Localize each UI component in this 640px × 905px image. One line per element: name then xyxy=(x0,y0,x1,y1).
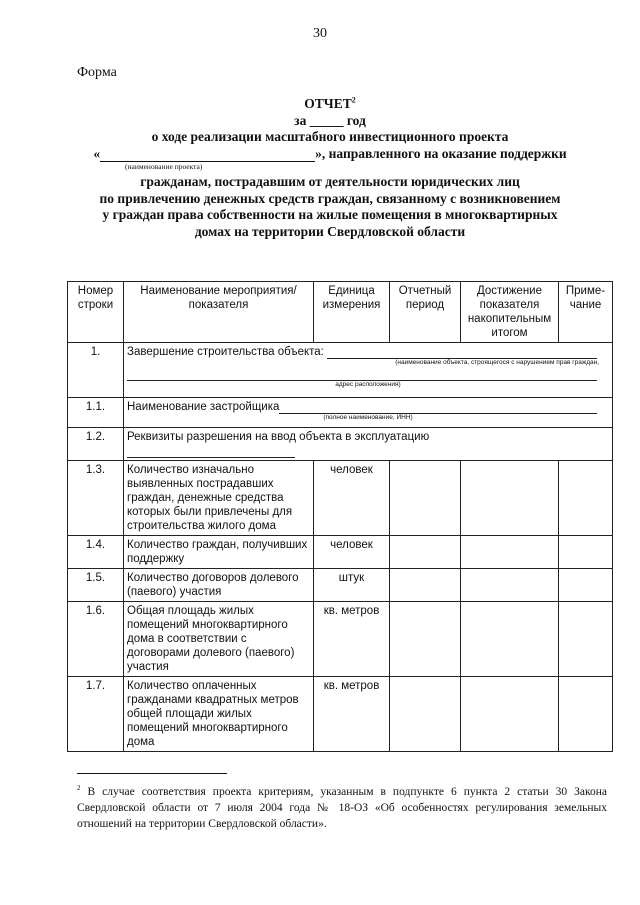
table-row xyxy=(68,428,613,461)
object-address-blank xyxy=(127,369,597,381)
row-name: Наименование застройщика (полное наименование, ИНН) xyxy=(124,398,613,428)
developer-caption: (полное наименование, ИНН) xyxy=(323,414,413,421)
row-note xyxy=(559,677,613,752)
title-footnote-mark: 2 xyxy=(351,95,356,105)
table-row xyxy=(68,461,613,536)
row-number: 1.7. xyxy=(68,677,124,752)
address-caption: адрес расположения) xyxy=(335,381,401,388)
permit-blank xyxy=(127,446,295,458)
row-cumulative xyxy=(461,536,559,569)
title-line-7: у граждан права собственности на жилые помещения в многоквартирных xyxy=(102,207,558,222)
row-name: Реквизиты разрешения на ввод объекта в эксплуатацию xyxy=(124,428,613,461)
header-note: Приме-чание xyxy=(559,282,613,343)
row-number: 1.4. xyxy=(68,536,124,569)
row-number: 1.6. xyxy=(68,602,124,677)
row-name: Количество изначально выявленных пострадавших граждан, денежные средства которых были привлечены для строительства жилого дома xyxy=(124,461,314,536)
row-period xyxy=(390,677,461,752)
row-number: 1. xyxy=(68,343,124,398)
row-number: 1.2. xyxy=(68,428,124,461)
title-line-3: о ходе реализации масштабного инвестиционного проекта xyxy=(151,129,509,144)
table-header-row xyxy=(68,282,613,343)
row-cumulative xyxy=(461,677,559,752)
row-name: Количество договоров долевого (паевого) участия xyxy=(124,569,314,602)
header-row-number: Номер строки xyxy=(68,282,124,343)
footnote-divider xyxy=(77,773,227,774)
header-name: Наименование мероприятия/показателя xyxy=(124,282,314,343)
row-name: Количество оплаченных гражданами квадратных метров общей площади жилых помещений многоквартирного дома xyxy=(124,677,314,752)
title-line-5: гражданам, пострадавшим от деятельности юридических лиц xyxy=(140,174,520,189)
row-unit: кв. метров xyxy=(314,602,390,677)
header-period: Отчетный период xyxy=(390,282,461,343)
table-row xyxy=(68,398,613,428)
row-period xyxy=(390,536,461,569)
table-row xyxy=(68,602,613,677)
row-period xyxy=(390,461,461,536)
row-period xyxy=(390,602,461,677)
project-name-caption: (наименование проекта) xyxy=(125,162,203,171)
row-note xyxy=(559,602,613,677)
project-name-blank xyxy=(100,149,315,162)
footnote-mark: 2 xyxy=(77,784,81,792)
table-row xyxy=(68,677,613,752)
row-name: Общая площадь жилых помещений многоквартирного дома в соответствии с договорами долевого (паевого) участия xyxy=(124,602,314,677)
row-note xyxy=(559,461,613,536)
form-label: Форма xyxy=(77,65,117,80)
title-line-2: за _____ год xyxy=(294,112,366,128)
row-number: 1.1. xyxy=(68,398,124,428)
footnote-text: В случае соответствия проекта критериям, указанным в подпункте 6 пункта 2 статьи 30 Закона Свердловской области от 7 июля 2004 года № 18-ОЗ «Об особенностях регулирования земельных отношений на территории Свердловской области». xyxy=(77,785,607,830)
object-caption: (наименование объекта, строящегося с нарушением прав граждан, xyxy=(395,359,599,366)
row-unit: человек xyxy=(314,461,390,536)
page-number: 30 xyxy=(313,26,327,41)
row-cumulative xyxy=(461,569,559,602)
row-unit: кв. метров xyxy=(314,677,390,752)
title-line-1: ОТЧЕТ$^2$ xyxy=(304,95,356,111)
row-number: 1.5. xyxy=(68,569,124,602)
title-line-6: по привлечению денежных средств граждан, связанному с возникновением xyxy=(99,190,561,206)
table-row xyxy=(68,343,613,398)
table-row xyxy=(68,536,613,569)
developer-blank xyxy=(279,402,597,414)
title-line-8: домах на территории Свердловской области xyxy=(194,223,466,239)
row-cumulative xyxy=(461,461,559,536)
row-cumulative xyxy=(461,602,559,677)
row-note xyxy=(559,569,613,602)
row-period xyxy=(390,569,461,602)
footnote xyxy=(77,780,607,832)
object-name-blank xyxy=(327,347,597,359)
year-blank: _____ xyxy=(309,112,344,128)
report-title xyxy=(60,96,600,240)
title-line-4: « », направленного на оказание поддержки xyxy=(93,145,567,161)
row-note xyxy=(559,536,613,569)
header-cumulative: Достижение показателя накопительным итогом xyxy=(461,282,559,343)
row-name: Количество граждан, получивших поддержку xyxy=(124,536,314,569)
header-unit: Единица измерения xyxy=(314,282,390,343)
table-row xyxy=(68,569,613,602)
report-table xyxy=(67,281,613,752)
row-number: 1.3. xyxy=(68,461,124,536)
row-unit: человек xyxy=(314,536,390,569)
row-unit: штук xyxy=(314,569,390,602)
row-name: Завершение строительства объекта: (наименование объекта, строящегося с нарушением прав граждан, адрес расположения) xyxy=(124,343,613,398)
